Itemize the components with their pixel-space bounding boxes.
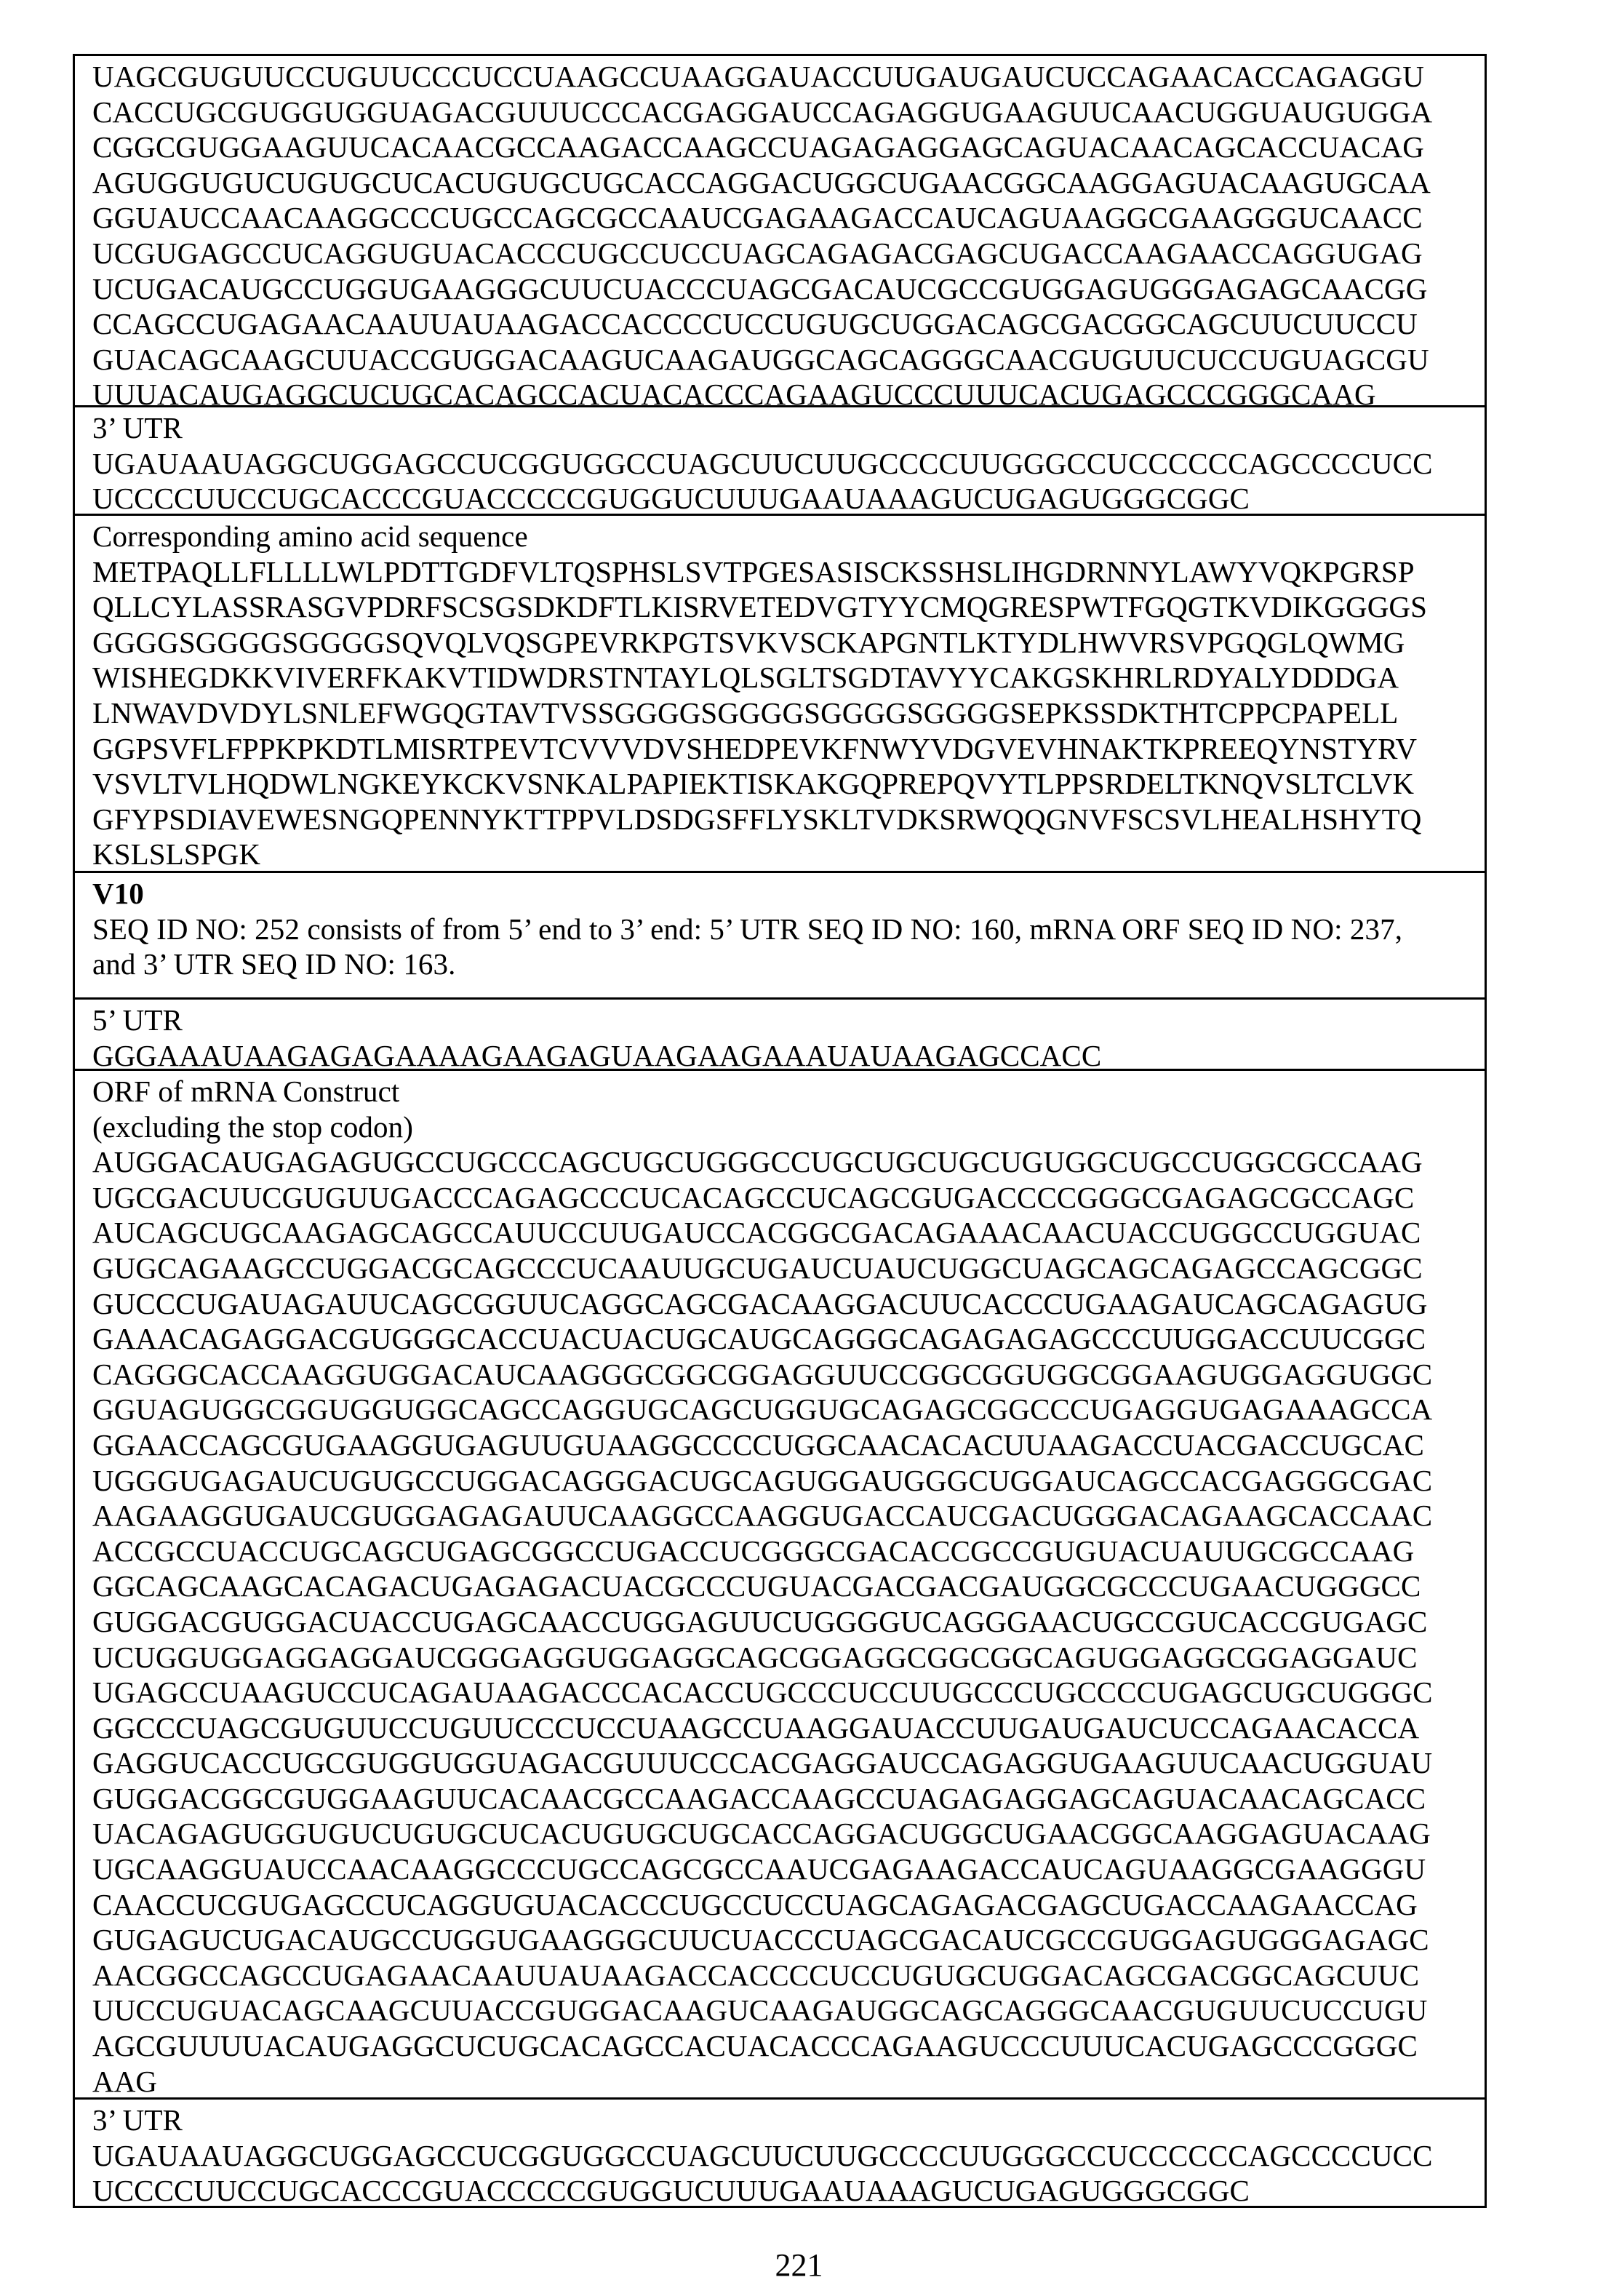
sequence-line: and 3’ UTR SEQ ID NO: 163.	[92, 946, 1485, 982]
sequence-line: GUCCCUGAUAGAUUCAGCGGUUCAGGCAGCGACAAGGACUUCACCCUGAAGAUCAGCAGAGUG	[92, 1286, 1485, 1322]
sequence-line: AGUGGUGUCUGUGCUCACUGUGCUGCACCAGGACUGGCUGAACGGCAAGGAGUACAAGUGCAA	[92, 165, 1485, 201]
sequence-line: GAGGUCACCUGCGUGGUGGUAGACGUUUCCCACGAGGAUCCAGAGGUGAAGUUCAACUGGUAU	[92, 1745, 1485, 1781]
sequence-line: AGCGUUUUACAUGAGGCUCUGCACAGCCACUACACCCAGAAGUCCCUUUCACUGAGCCCGGGC	[92, 2028, 1485, 2064]
orf-row	[75, 1069, 1485, 2097]
page-number: 221	[0, 2247, 1598, 2284]
five-prime-utr-row	[75, 997, 1485, 1069]
sequence-line: UAGCGUGUUCCUGUUCCCUCCUAAGCCUAAGGAUACCUUGAUGAUCUCCAGAACACCAGAGGU	[92, 59, 1485, 95]
orf-continuation	[75, 56, 1485, 405]
sequence-line: UCCCCUUCCUGCACCCGUACCCCCGUGGUCUUUGAAUAAAGUCUGAGUGGGCGGC	[92, 2173, 1485, 2206]
sequence-line: KSLSLSPGK	[92, 837, 1485, 871]
sequence-line: UGGGUGAGAUCUGUGCCUGGACAGGGACUGCAGUGGAUGGGCUGGAUCAGCCACGAGGGCGAC	[92, 1463, 1485, 1499]
sequence-line: GUGGACGUGGACUACCUGAGCAACCUGGAGUUCUGGGGUCAGGGAACUGCCGUCACCGUGAGC	[92, 1604, 1485, 1640]
sequence-line: GUGAGUCUGACAUGCCUGGUGAAGGGCUUCUACCCUAGCGACAUCGCCGUGGAGUGGGAGAGC	[92, 1922, 1485, 1958]
sequence-line: UCCCCUUCCUGCACCCGUACCCCCGUGGUCUUUGAAUAAAGUCUGAGUGGGCGGC	[92, 481, 1485, 514]
sequence-line: GGCAGCAAGCACAGACUGAGAGACUACGCCCUGUACGACGACGAUGGCGCCCUGAACUGGGCC	[92, 1568, 1485, 1604]
sequence-line: GUGCAGAAGCCUGGACGCAGCCCUCAAUUGCUGAUCUAUCUGGCUAGCAGCAGAGCCAGCGGC	[92, 1251, 1485, 1286]
sequence-line: AAGAAGGUGAUCGUGGAGAGAUUCAAGGCCAAGGUGACCAUCGACUGGGACAGAAGCACCAAC	[92, 1498, 1485, 1534]
row-label: Corresponding amino acid sequence	[92, 519, 1485, 554]
sequence-line: CAACCUCGUGAGCCUCAGGUGUACACCCUGCCUCCUAGCAGAGACGAGCUGACCAAGAACCAG	[92, 1887, 1485, 1923]
sequence-line: UGAUAAUAGGCUGGAGCCUCGGUGGCCUAGCUUCUUGCCCCUUGGGCCUCCCCCCAGCCCCUCC	[92, 446, 1485, 482]
sequence-line: UGAUAAUAGGCUGGAGCCUCGGUGGCCUAGCUUCUUGCCCCUUGGGCCUCCCCCCAGCCCCUCC	[92, 2138, 1485, 2174]
sequence-line: V10	[92, 876, 1485, 912]
sequence-line: GGCCCUAGCGUGUUCCUGUUCCCUCCUAAGCCUAAGGAUACCUUGAUGAUCUCCAGAACACCA	[92, 1710, 1485, 1746]
sequence-line: UACAGAGUGGUGUCUGUGCUCACUGUGCUGCACCAGGACUGGCUGAACGGCAAGGAGUACAAG	[92, 1816, 1485, 1851]
sequence-line: CACCUGCGUGGUGGUAGACGUUUCCCACGAGGAUCCAGAGGUGAAGUUCAACUGGUAUGUGGA	[92, 95, 1485, 130]
sequence-line: UUUACAUGAGGCUCUGCACAGCCACUACACCCAGAAGUCCCUUUCACUGAGCCCGGGCAAG	[92, 377, 1485, 405]
sequence-line: GGUAGUGGCGGUGGUGGCAGCCAGGUGCAGCUGGUGCAGAGCGGCCCUGAGGUGAGAAAGCCA	[92, 1392, 1485, 1427]
sequence-line: CAGGGCACCAAGGUGGACAUCAAGGGCGGCGGAGGUUCCGGCGGUGGCGGAAGUGGAGGUGGC	[92, 1357, 1485, 1392]
three-prime-utr-row	[75, 2097, 1485, 2206]
sequence-line: AUGGACAUGAGAGUGCCUGCCCAGCUGCUGGGCCUGCUGCUGCUGUGGCUGCCUGGCGCCAAG	[92, 1144, 1485, 1180]
sequence-line: 3’ UTR	[92, 410, 1485, 446]
sequence-line: 3’ UTR	[92, 2102, 1485, 2138]
sequence-line: GGGGSGGGGSGGGGSQVQLVQSGPEVRKPGTSVKVSCKAPGNTLKTYDLHWVRSVPGQGLQWMG	[92, 625, 1485, 661]
sequence-line: METPAQLLFLLLLWLPDTTGDFVLTQSPHSLSVTPGESASISCKSSHSLIHGDRNNYLAWYVQKPGRSP	[92, 554, 1485, 590]
sequence-line: UGCGACUUCGUGUUGACCCAGAGCCCUCACAGCCUCAGCGUGACCCCGGGCGAGAGCGCCAGC	[92, 1180, 1485, 1216]
sequence-line: UCUGGUGGAGGAGGAUCGGGAGGUGGAGGCAGCGGAGGCGGCGGCAGUGGAGGCGGAGGAUC	[92, 1640, 1485, 1675]
sequence-line: GUACAGCAAGCUUACCGUGGACAAGUCAAGAUGGCAGCAGGGCAACGUGUUCUCCUGUAGCGU	[92, 342, 1485, 378]
sequence-line: UCUGACAUGCCUGGUGAAGGGCUUCUACCCUAGCGACAUCGCCGUGGAGUGGGAGAGCAACGG	[92, 271, 1485, 307]
sequence-line: ACCGCCUACCUGCAGCUGAGCGGCCUGACCUCGGGCGACACCGCCGUGUACUAUUGCGCCAAG	[92, 1534, 1485, 1569]
sequence-line: CCAGCCUGAGAACAAUUAUAAGACCACCCCUCCUGUGCUGGACAGCGACGGCAGCUUCUUCCU	[92, 306, 1485, 342]
sequence-line: GGAACCAGCGUGAAGGUGAGUUGUAAGGCCCCUGGCAACACACUUAAGACCUACGACCUGCAC	[92, 1427, 1485, 1463]
sequence-line: SEQ ID NO: 252 consists of from 5’ end to 3’ end: 5’ UTR SEQ ID NO: 160, mRNA ORF SEQ ID NO: 237,	[92, 912, 1485, 947]
three-prime-utr-row	[75, 405, 1485, 514]
sequence-table	[73, 54, 1487, 2208]
sequence-line: UGAGCCUAAGUCCUCAGAUAAGACCCACACCUGCCCUCCUUGCCCUGCCCCUGAGCUGCUGGGC	[92, 1675, 1485, 1710]
v10-header-row	[75, 871, 1485, 997]
sequence-line: 5’ UTR	[92, 1002, 1485, 1038]
sequence-line: GGGAAAUAAGAGAGAAAAGAAGAGUAAGAAGAAAUAUAAGAGCCACC	[92, 1038, 1485, 1069]
sequence-line: CGGCGUGGAAGUUCACAACGCCAAGACCAAGCCUAGAGAGGAGCAGUACAACAGCACCUACAG	[92, 129, 1485, 165]
sequence-line: UCGUGAGCCUCAGGUGUACACCCUGCCUCCUAGCAGAGACGAGCUGACCAAGAACCAGGUGAG	[92, 236, 1485, 271]
sequence-line: VSVLTVLHQDWLNGKEYKCKVSNKALPAPIEKTISKAKGQPREPQVYTLPPSRDELTKNQVSLTCLVK	[92, 766, 1485, 802]
sequence-line: QLLCYLASSRASGVPDRFSCSGSDKDFTLKISRVETEDVGTYYCMQGRESPWTFGQGTKVDIKGGGGS	[92, 589, 1485, 625]
sequence-line: AACGGCCAGCCUGAGAACAAUUAUAAGACCACCCCUCCUGUGCUGGACAGCGACGGCAGCUUC	[92, 1958, 1485, 1993]
row-label: ORF of mRNA Construct	[92, 1074, 1485, 1109]
sequence-line: GGPSVFLFPPKPKDTLMISRTPEVTCVVVDVSHEDPEVKFNWYVDGVEVHNAKTKPREEQYNSTYRV	[92, 731, 1485, 767]
sequence-line: AAG	[92, 2064, 1485, 2097]
amino-acid-row	[75, 514, 1485, 871]
sequence-line: GUGGACGGCGUGGAAGUUCACAACGCCAAGACCAAGCCUAGAGAGGAGCAGUACAACAGCACC	[92, 1781, 1485, 1817]
sequence-line: UUCCUGUACAGCAAGCUUACCGUGGACAAGUCAAGAUGGCAGCAGGGCAACGUGUUCUCCUGU	[92, 1993, 1485, 2028]
sequence-line: (excluding the stop codon)	[92, 1109, 1485, 1145]
sequence-line: UGCAAGGUAUCCAACAAGGCCCUGCCAGCGCCAAUCGAGAAGACCAUCAGUAAGGCGAAGGGU	[92, 1851, 1485, 1887]
sequence-line: GAAACAGAGGACGUGGGCACCUACUACUGCAUGCAGGGCAGAGAGAGCCCUUGGACCUUCGGC	[92, 1321, 1485, 1357]
sequence-line: GFYPSDIAVEWESNGQPENNYKTTPPVLDSDGSFFLYSKLTVDKSRWQQGNVFSCSVLHEALHSHYTQ	[92, 802, 1485, 837]
sequence-line: WISHEGDKKVIVERFKAKVTIDWDRSTNTAYLQLSGLTSGDTAVYYCAKGSKHRLRDYALYDDDGA	[92, 660, 1485, 695]
sequence-line: GGUAUCCAACAAGGCCCUGCCAGCGCCAAUCGAGAAGACCAUCAGUAAGGCGAAGGGUCAACC	[92, 200, 1485, 236]
sequence-line: LNWAVDVDYLSNLEFWGQGTAVTVSSGGGGSGGGGSGGGGSGGGGSEPKSSDKTHTCPPCPAPELL	[92, 695, 1485, 731]
sequence-line: AUCAGCUGCAAGAGCAGCCAUUCCUUGAUCCACGGCGACAGAAACAACUACCUGGCCUGGUAC	[92, 1215, 1485, 1251]
